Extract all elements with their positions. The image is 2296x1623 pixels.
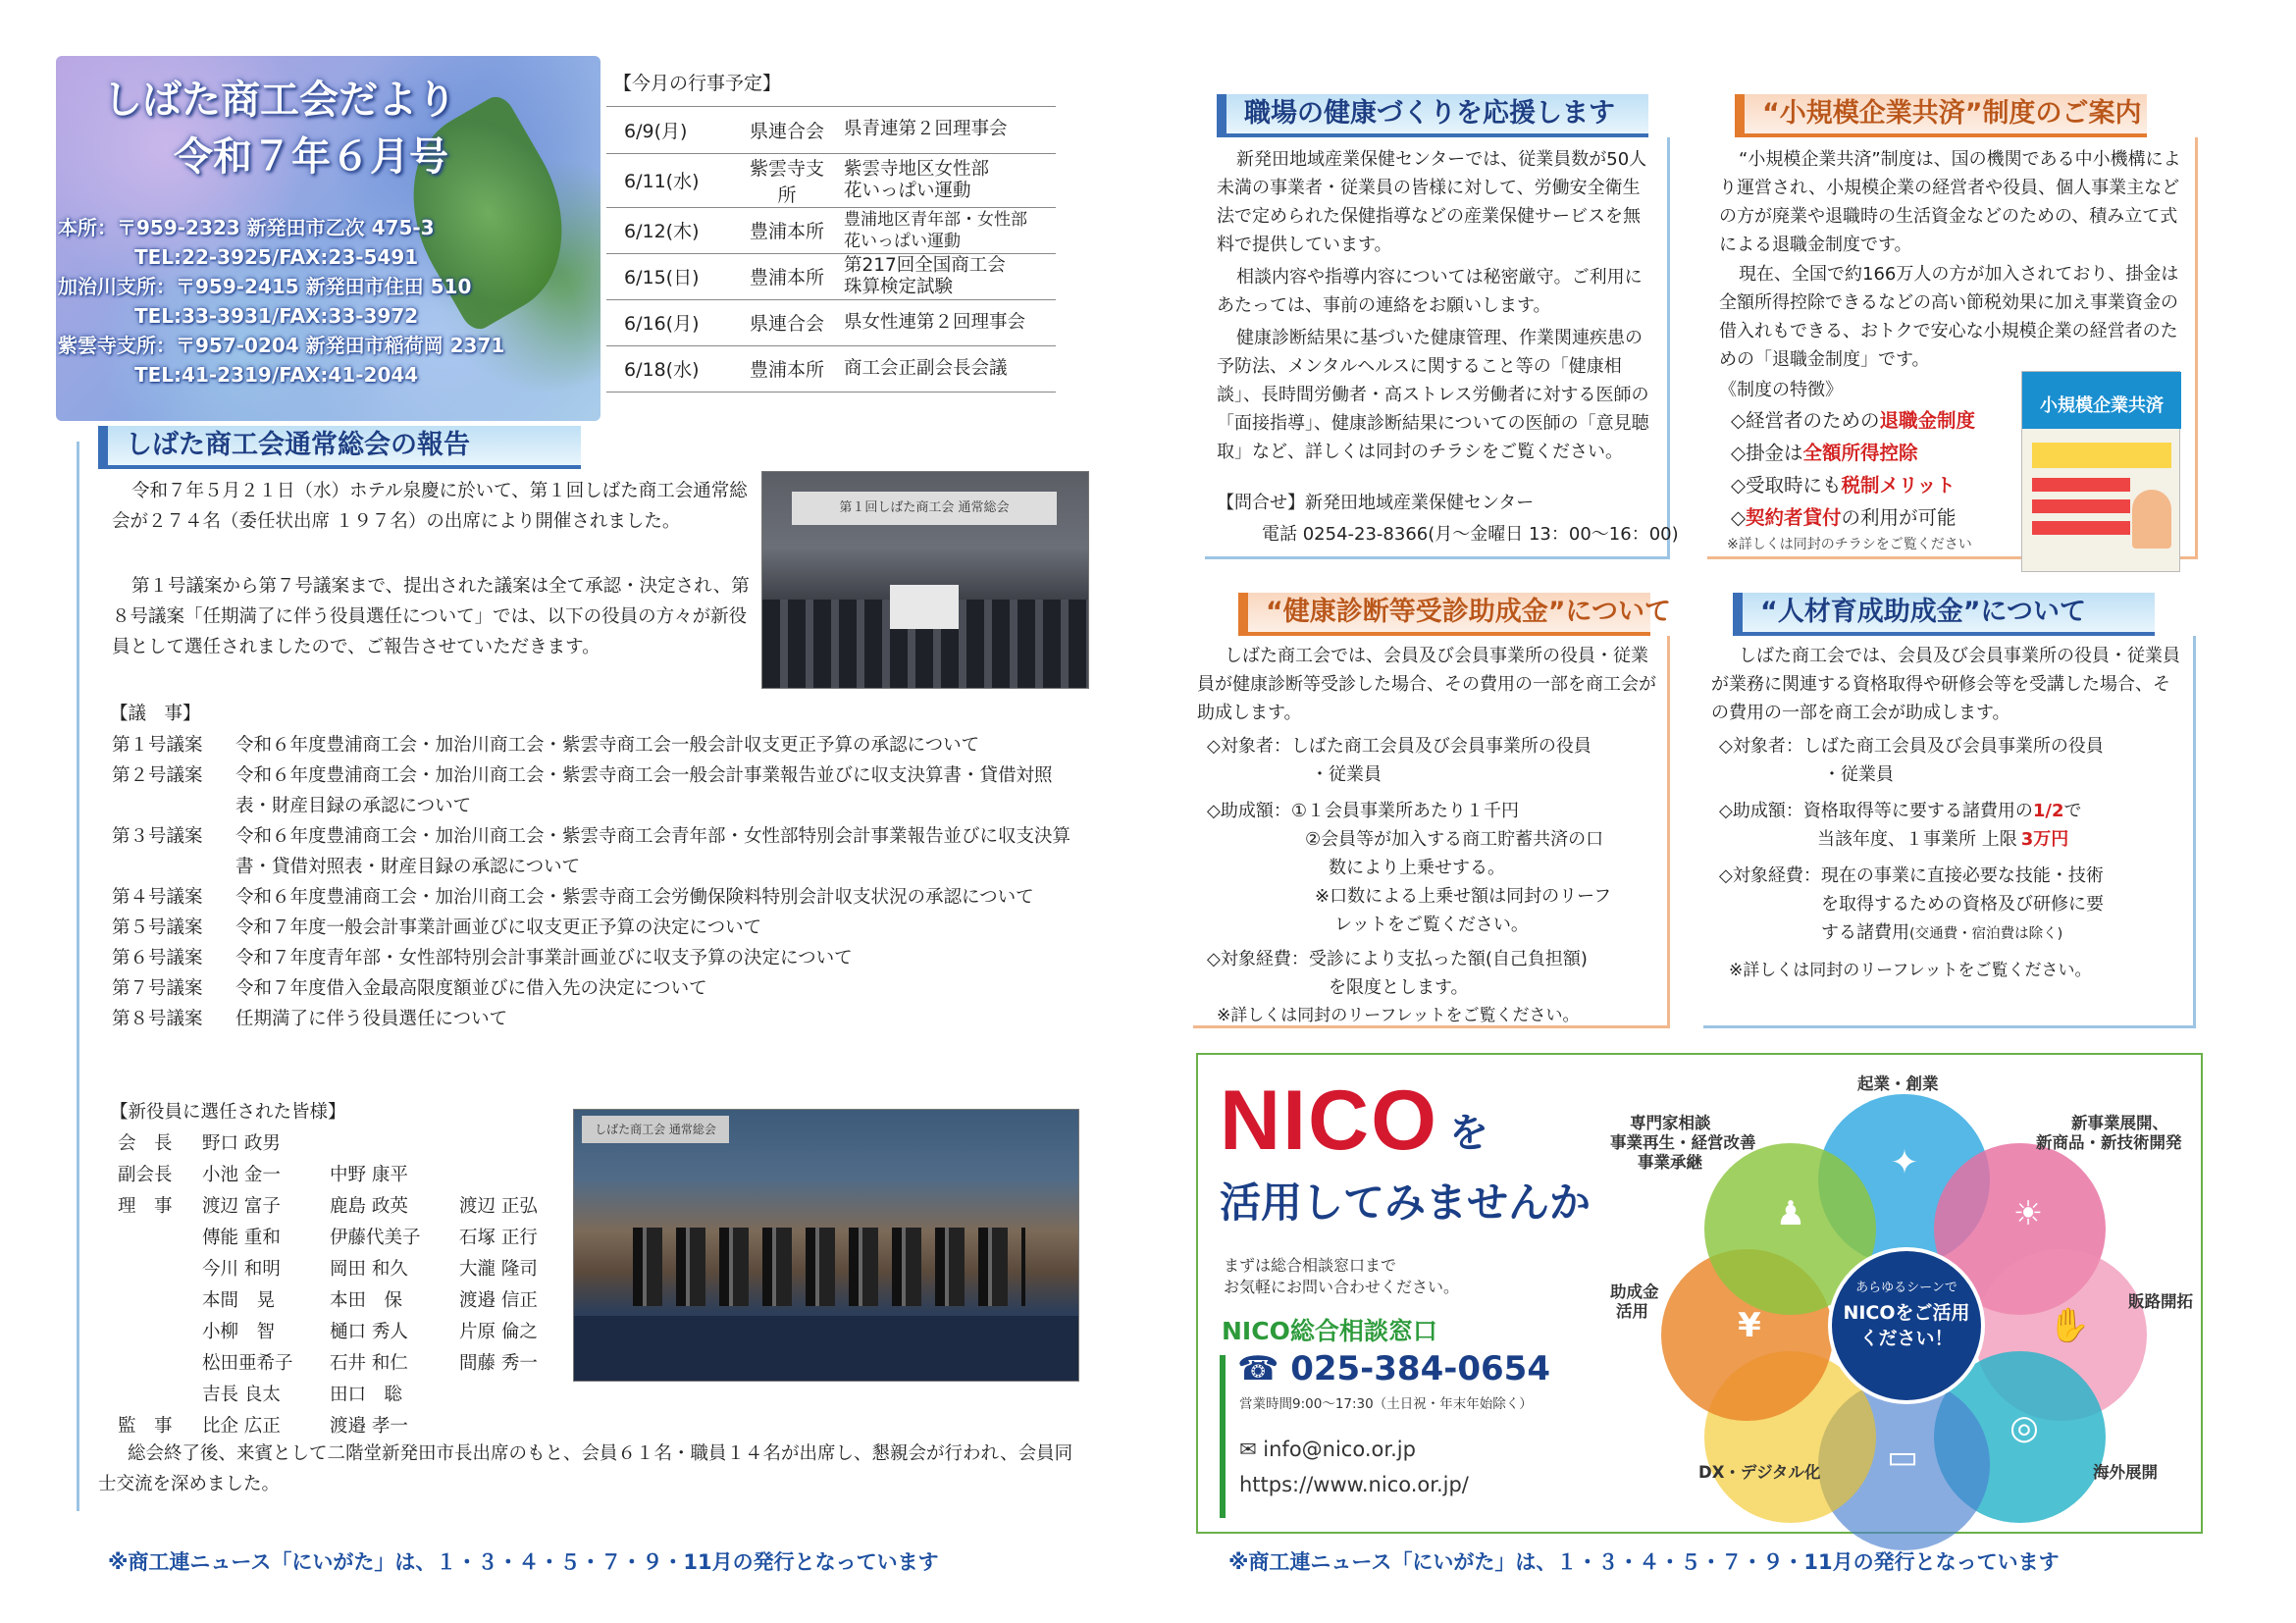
newsletter-title: しばた商工会だより bbox=[103, 78, 456, 123]
health-paragraph: 健康診断結果に基づいた健康管理、作業関連疾患の予防法、メンタルヘルスに関すること等の「健康相談」、長時間労働者・高ストレス労働者に対する医師の「面接指導」、健康診断結果についての医師の「意見聴取」など、詳しくは同封のチラシをご覧ください。 bbox=[1217, 328, 1649, 462]
officer-row: 監 事 比企 広正 渡邉 孝一 bbox=[118, 1416, 408, 1437]
footer-right: ※商工連ニュース「にいがた」は、１・３・４・５・７・９・11月の発行となっています bbox=[1228, 1550, 2060, 1574]
schedule-row bbox=[606, 107, 1056, 153]
feature-item: ◇掛金は全額所得控除 bbox=[1731, 442, 1918, 464]
jinzai-note: ※詳しくは同封のリーフレットをご覧ください。 bbox=[1729, 961, 2092, 980]
feature-item: ◇契約者貸付の利用が可能 bbox=[1731, 506, 1957, 529]
agenda-item: 第６号議案 令和７年度青年部・女性部特別会計事業計画並びに収支予算の決定について bbox=[112, 948, 853, 969]
schedule-org: 紫雲寺支所 bbox=[736, 153, 838, 207]
schedule-event: 商工会正副会長会議 bbox=[838, 345, 1056, 392]
kenshin-details bbox=[1207, 732, 1611, 1030]
flyer-title: 小規模企業共済 bbox=[2022, 372, 2181, 429]
schedule-row bbox=[606, 253, 1056, 299]
kyosai-paragraph-1: “小規模企業共済”制度は、国の機関である中小機構により運営され、小規模企業の経営者や役員、個人事業主などの方が廃業や退職時の生活資金などのための、積み立て式による退職金制度です。 bbox=[1719, 149, 2181, 255]
kenshin-cost-2: を限度とします。 bbox=[1329, 977, 1469, 998]
schedule-date: 6/15(日) bbox=[606, 253, 736, 299]
schedule-event: 豊浦地区青年部・女性部 花いっぱい運動 bbox=[838, 207, 1056, 253]
nico-intro-1: まずは総合相談窓口まで bbox=[1224, 1256, 1397, 1275]
nico-headline: 活用してみませんか bbox=[1220, 1178, 1592, 1227]
phone-icon: ☎ bbox=[1237, 1349, 1291, 1388]
person-icon: ♟ bbox=[1775, 1194, 1806, 1233]
officer-row: 今川 和明 岡田 和久 大瀧 隆司 bbox=[202, 1259, 538, 1280]
feature-item: ◇経営者のための退職金制度 bbox=[1731, 409, 1976, 432]
officer-row: 吉長 良太 田口 聡 bbox=[202, 1385, 403, 1405]
schedule-heading: 【今月の行事予定】 bbox=[613, 73, 782, 94]
standing-officers bbox=[633, 1228, 1025, 1306]
agenda-item: 第７号議案 令和７年度借入金最高限度額並びに借入先の決定について bbox=[112, 978, 707, 999]
jinzai-paragraph: しばた商工会では、会員及び会員事業所の役員・従業員が業務に関連する資格取得や研修会等を受講した場合、その費用の一部を商工会が助成します。 bbox=[1711, 646, 2180, 723]
nico-wo: を bbox=[1449, 1111, 1488, 1156]
officer-row: 小柳 智 樋口 秀人 片原 倫之 bbox=[202, 1322, 538, 1342]
officer-row: 松田亜希子 石井 和仁 間藤 秀一 bbox=[202, 1353, 538, 1374]
nico-email[interactable]: ✉ info@nico.or.jp bbox=[1239, 1438, 1416, 1461]
schedule-date: 6/18(水) bbox=[606, 345, 736, 392]
jinzai-cost-2: を取得するための資格及び研修に要 bbox=[1821, 894, 2104, 915]
kenshin-title: “健康診断等受診助成金”について bbox=[1238, 593, 1650, 636]
laptop-icon: ▭ bbox=[1886, 1438, 1919, 1477]
report-sidebar bbox=[77, 442, 84, 1511]
schedule-row bbox=[606, 207, 1056, 253]
meeting-photo-2 bbox=[573, 1109, 1079, 1382]
office-main-address: 本所：〒959-2323 新発田市乙次 475-3 bbox=[58, 216, 435, 239]
kyosai-features bbox=[1731, 404, 1975, 534]
officers-heading: 【新役員に選任された皆様】 bbox=[110, 1102, 346, 1123]
schedule-org: 県連合会 bbox=[736, 299, 838, 345]
agenda-item: 第４号議案 令和６年度豊浦商工会・加治川商工会・紫雲寺商工会労働保険料特別会計収支状況の承認について bbox=[112, 887, 1034, 908]
officer-row: 本間 晃 本田 保 渡邉 信正 bbox=[202, 1290, 538, 1311]
kenshin-note: ※詳しくは同封のリーフレットをご覧ください。 bbox=[1217, 1006, 1580, 1025]
nico-ad bbox=[1196, 1053, 2203, 1534]
schedule-org: 県連合会 bbox=[736, 107, 838, 153]
nico-intro bbox=[1224, 1255, 1459, 1298]
label-senmonka-3: 事業承継 bbox=[1638, 1153, 1702, 1172]
nico-bar bbox=[1220, 1355, 1226, 1518]
lightbulb-icon: ☀ bbox=[2012, 1194, 2044, 1233]
kyosai-note: ※詳しくは同封のチラシをご覧ください bbox=[1727, 537, 1972, 552]
agenda-item: 第３号議案 令和６年度豊浦商工会・加治川商工会・紫雲寺商工会青年部・女性部特別会計事業報告並びに収支決算書・貸借対照表・財産目録の承認について bbox=[112, 826, 1071, 877]
schedule-org: 豊浦本所 bbox=[736, 253, 838, 299]
officer-row: 会 長 野口 政男 bbox=[118, 1133, 281, 1154]
meeting-banner-2: しばた商工会 通常総会 bbox=[582, 1116, 729, 1143]
schedule-date: 6/16(月) bbox=[606, 299, 736, 345]
label-josei-1: 助成金 bbox=[1610, 1283, 1659, 1301]
schedule-date: 6/12(木) bbox=[606, 207, 736, 253]
officer-row: 理 事 渡辺 富子 鹿島 政英 渡辺 正弘 bbox=[118, 1196, 538, 1217]
officer-row: 副会長 小池 金一 中野 康平 bbox=[118, 1165, 408, 1185]
nico-intro-2: お気軽にお問い合わせください。 bbox=[1224, 1278, 1460, 1296]
kenshin-amount-5: レットをご覧ください。 bbox=[1334, 915, 1529, 935]
schedule-table bbox=[606, 106, 1056, 393]
nico-phone[interactable]: ☎ 025-384-0654 bbox=[1237, 1349, 1550, 1388]
label-shinjigyo-1: 新事業展開、 bbox=[2071, 1114, 2168, 1132]
kenshin-amount-4: ※口数による上乗せ額は同封のリーフ bbox=[1315, 886, 1612, 907]
health-body bbox=[1217, 145, 1656, 466]
closing-paragraph: 総会終了後、来賓として二階堂新発田市長出席のもと、会員６１名・職員１４名が出席し、懇親会が行われ、会員同士交流を深めました。 bbox=[98, 1443, 1073, 1494]
label-kigyo: 起業・創業 bbox=[1857, 1074, 1939, 1093]
schedule-date: 6/11(水) bbox=[606, 153, 736, 207]
agenda-item: 第２号議案 令和６年度豊浦商工会・加治川商工会・紫雲寺商工会一般会計事業報告並びに収支決算書・貸借対照表・財産目録の承認について bbox=[112, 765, 1053, 816]
label-dx: DX・デジタル化 bbox=[1698, 1463, 1821, 1482]
report-paragraph-1: 令和７年５月２１日（水）ホテル泉慶に於いて、第１回しばた商工会通常総会が２７４名（委任状出席 １９７名）の出席により開催されました。 bbox=[112, 481, 748, 532]
schedule-event: 第217回全国商工会 珠算検定試験 bbox=[838, 253, 1056, 299]
health-contact: 【問合せ】新発田地域産業保健センター bbox=[1217, 493, 1535, 513]
flyer-band bbox=[2032, 443, 2171, 468]
issue-title: 令和７年６月号 bbox=[174, 134, 448, 180]
office-kajikawa-address: 加治川支所：〒959-2415 新発田市住田 510 bbox=[58, 275, 472, 298]
agenda-list bbox=[112, 730, 1083, 1034]
jinzai-target: ◇対象者：しばた商工会員及び会員事業所の役員 bbox=[1719, 736, 2104, 757]
label-senmonka-1: 専門家相談 bbox=[1630, 1114, 1711, 1132]
agenda-heading: 【議 事】 bbox=[110, 704, 201, 724]
kyosai-title: “小規模企業共済”制度のご案内 bbox=[1735, 94, 2147, 137]
kenshin-target-2: ・従業員 bbox=[1311, 764, 1382, 785]
kenshin-amount-2: ②会員等が加入する商工貯蓄共済の口 bbox=[1305, 829, 1604, 850]
nico-url[interactable]: https://www.nico.or.jp/ bbox=[1239, 1473, 1469, 1496]
kyosai-paragraph-2: 現在、全国で約166万人の方が加入されており、掛金は全額所得控除できるなどの高い節税効果に加え事業資金の借入れもできる、おトクで安心な小規模企業の経営者のための「退職金制度」です。 bbox=[1719, 264, 2179, 370]
nico-service-diagram bbox=[1610, 1074, 2199, 1526]
tables bbox=[574, 1316, 1079, 1382]
nico-window: NICO総合相談窓口 bbox=[1222, 1317, 1437, 1345]
flyer-line bbox=[2032, 521, 2130, 535]
schedule-org: 豊浦本所 bbox=[736, 345, 838, 392]
schedule-event: 紫雲寺地区女性部 花いっぱい運動 bbox=[838, 153, 1056, 207]
office-shiunji-tel: TEL:41-2319/FAX:41-2044 bbox=[134, 363, 419, 387]
flyer-illustration bbox=[2132, 490, 2171, 549]
office-kajikawa-tel: TEL:33-3931/FAX:33-3972 bbox=[134, 304, 419, 328]
report-title: しばた商工会通常総会の報告 bbox=[98, 426, 581, 469]
health-title: 職場の健康づくりを応援します bbox=[1217, 94, 1648, 137]
schedule-event: 県青連第２回理事会 bbox=[838, 107, 1056, 153]
jinzai-amount: ◇助成額：資格取得等に要する諸費用の1/2で bbox=[1719, 801, 2082, 821]
schedule-event: 県女性連第２回理事会 bbox=[838, 299, 1056, 345]
money-bag-icon: ¥ bbox=[1738, 1306, 1761, 1345]
nico-hours: 営業時間9:00～17:30（土日祝・年末年始除く） bbox=[1239, 1396, 1533, 1412]
agenda-item: 第８号議案 任期満了に伴う役員選任について bbox=[112, 1009, 508, 1029]
kyosai-flyer bbox=[2021, 371, 2180, 572]
label-hanro: 販路開拓 bbox=[2128, 1292, 2193, 1311]
schedule-row bbox=[606, 345, 1056, 392]
schedule-row bbox=[606, 299, 1056, 345]
label-josei-2: 活用 bbox=[1616, 1302, 1648, 1321]
jinzai-details bbox=[1719, 732, 2104, 985]
jinzai-title: “人材育成助成金”について bbox=[1733, 593, 2155, 636]
health-paragraph: 新発田地域産業保健センターでは、従業員数が50人未満の事業者・従業員の皆様に対して、労働安全衛生法で定められた保健指導などの産業保健サービスを無料で提供しています。 bbox=[1217, 149, 1647, 255]
jinzai-amount-2: 当該年度、１事業所 上限 3万円 bbox=[1817, 829, 2069, 850]
center-text-2: NICOをご活用 bbox=[1843, 1302, 1970, 1324]
officers-table bbox=[118, 1128, 567, 1442]
center-text-1: あらゆるシーンで bbox=[1855, 1281, 1957, 1295]
health-phone: 電話 0254-23-8366(月～金曜日 13：00～16：00) bbox=[1262, 524, 1679, 545]
podium bbox=[890, 585, 959, 629]
kenshin-amount: ◇助成額：①１会員事業所あたり１千円 bbox=[1207, 801, 1519, 821]
office-shiunji-address: 紫雲寺支所：〒957-0204 新発田市稲荷岡 2371 bbox=[58, 334, 505, 357]
schedule-row bbox=[606, 153, 1056, 207]
officer-row: 傳能 重和 伊藤代美子 石塚 正行 bbox=[202, 1228, 538, 1248]
flyer-line bbox=[2032, 499, 2130, 513]
meeting-photo-1 bbox=[761, 471, 1089, 689]
agenda-item: 第１号議案 令和６年度豊浦商工会・加治川商工会・紫雲寺商工会一般会計収支更正予算の承認について bbox=[112, 735, 980, 756]
sparkle-icon: ✦ bbox=[1890, 1143, 1919, 1182]
label-senmonka-2: 事業再生・経営改善 bbox=[1610, 1133, 1756, 1152]
kenshin-target: ◇対象者：しばた商工会員及び会員事業所の役員 bbox=[1207, 736, 1592, 757]
kenshin-amount-3: 数により上乗せする。 bbox=[1329, 858, 1505, 878]
label-kaigai: 海外展開 bbox=[2093, 1463, 2158, 1482]
kyosai-features-heading: 《制度の特徴》 bbox=[1719, 380, 1843, 400]
meeting-banner: 第１回しばた商工会 通常総会 bbox=[792, 492, 1057, 525]
schedule-date: 6/9(月) bbox=[606, 107, 736, 153]
schedule-org: 豊浦本所 bbox=[736, 207, 838, 253]
report-paragraph-2: 第１号議案から第７号議案まで、提出された議案は全て承認・決定され、第８号議案「任期満了に伴う役員選任について」では、以下の役員の方々が新役員として選任されましたので、ご報告させていただきます。 bbox=[112, 576, 750, 657]
office-main-tel: TEL:22-3925/FAX:23-5491 bbox=[134, 245, 419, 269]
flyer-line bbox=[2032, 478, 2130, 492]
office-list bbox=[56, 213, 600, 390]
health-paragraph: 相談内容や指導内容については秘密厳守。ご利用にあたっては、事前の連絡をお願いします。 bbox=[1217, 267, 1643, 316]
nico-logo: NICO bbox=[1220, 1073, 1438, 1168]
jinzai-cost-3: する諸費用(交通費・宿泊費は除く) bbox=[1821, 922, 2063, 943]
jinzai-cost: ◇対象経費：現在の事業に直接必要な技能・技術 bbox=[1719, 865, 2104, 886]
mail-icon: ✉ bbox=[1239, 1438, 1264, 1461]
kenshin-paragraph: しばた商工会では、会員及び会員事業所の役員・従業員が健康診断等受診した場合、その費用の一部を商工会が助成します。 bbox=[1197, 646, 1656, 723]
feature-item: ◇受取時にも税制メリット bbox=[1731, 474, 1956, 497]
agenda-item: 第５号議案 令和７年度一般会計事業計画並びに収支更正予算の決定について bbox=[112, 917, 762, 938]
kenshin-cost: ◇対象経費：受診により支払った額(自己負担額) bbox=[1207, 949, 1588, 969]
center-text-3: ください！ bbox=[1859, 1328, 1954, 1349]
jinzai-target-2: ・従業員 bbox=[1823, 764, 1894, 785]
globe-icon: ◎ bbox=[2009, 1408, 2039, 1447]
footer-left: ※商工連ニュース「にいがた」は、１・３・４・５・７・９・11月の発行となっています bbox=[108, 1550, 939, 1574]
header-image bbox=[56, 56, 600, 421]
label-shinjigyo-2: 新商品・新技術開発 bbox=[2036, 1133, 2182, 1152]
handshake-icon: ✋ bbox=[2048, 1306, 2091, 1345]
